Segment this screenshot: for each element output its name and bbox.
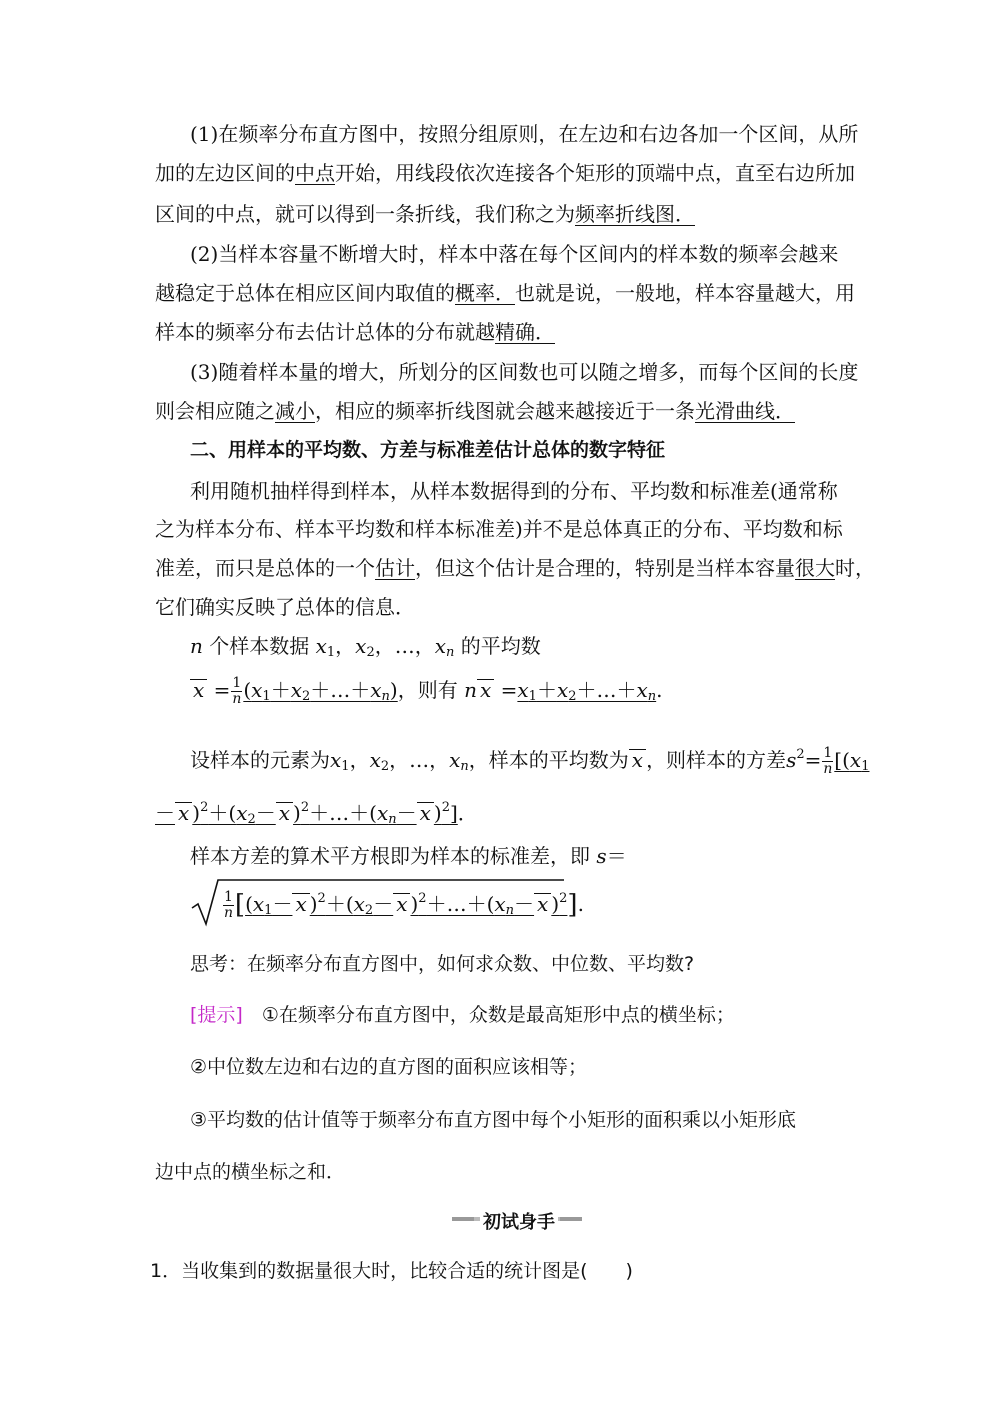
hint-label: [提示] [190,1004,243,1026]
hint-line1: [提示] ①在频率分布直方图中，众数是最高矩形中点的横坐标； [190,1004,735,1026]
stddev-intro: 样本方差的算术平方根即为样本的标准差，即 s＝ [190,844,627,868]
keyword-freq-polygon: 频率折线图． [575,202,695,226]
stddev-formula: $\frac{1}{n}$ [($x_1- x$ )$^2+(x_2- x$ )$^2+\dots+(x_n- x$ )$^2$]. [190,878,570,930]
section-banner [452,1205,582,1231]
p2-line1: (2)当样本容量不断增大时，样本中落在每个区间内的样本数的频率会越来 [190,242,839,266]
mean-intro: n 个样本数据 $x_1$，$x_2$，…，$x_n$ 的平均数 [190,634,541,660]
p4-line4: 它们确实反映了总体的信息． [155,595,415,619]
keyword-smooth-curve: 光滑曲线． [695,399,795,423]
p1-line3: 区间的中点，就可以得到一条折线，我们称之为频率折线图． [155,202,695,226]
keyword-midpoint: 中点 [295,161,335,185]
p1-line2: 加的左边区间的中点开始，用线段依次连接各个矩形的顶端中点，直至右边所加 [155,161,855,185]
section-heading: 二、用样本的平均数、方差与标准差估计总体的数字特征 [190,439,666,461]
question-1: 1．当收集到的数据量很大时，比较合适的统计图是( ) [150,1260,633,1282]
banner-bar-right [560,1217,582,1221]
keyword-accurate: 精确． [495,320,555,344]
p4-line1: 利用随机抽样得到样本，从样本数据得到的分布、平均数和标准差(通常称 [190,479,838,503]
variance-intro: 设样本的元素为$x_1$，$x_2$，…，$x_n$，样本的平均数为 x ，则样本的方差$s^2=$ $\frac{1}{n}$ [($x_1$ [190,745,870,777]
keyword-decrease: 减小 [275,399,315,423]
banner-title: 初试身手 [480,1208,558,1234]
p3-line2: 则会相应随之减小，相应的频率折线图就会越来越接近于一条光滑曲线． [155,399,795,423]
keyword-very-large: 很大 [795,556,835,580]
keyword-estimate: 估计 [375,556,415,580]
p3-line1: (3)随着样本量的增大，所划分的区间数也可以随之增多，而每个区间的长度 [190,360,859,384]
keyword-probability: 概率． [455,281,515,305]
hint-line3: ③平均数的估计值等于频率分布直方图中每个小矩形的面积乘以小矩形底 [190,1109,797,1131]
p4-line3: 准差，而只是总体的一个估计，但这个估计是合理的，特别是当样本容量很大时， [155,556,875,580]
mean-formula: x = $\frac{1}{n}$ $(x_1+x_2+\dots+x_n)$，则有 n $x =x_1+x_2+\dots+x_n$. [190,676,663,707]
p1-line1: (1)在频率分布直方图中，按照分组原则，在左边和右边各加一个区间，从所 [190,122,859,146]
p2-line3: 样本的频率分布去估计总体的分布就越精确． [155,320,555,344]
hint-line4: 边中点的横坐标之和． [155,1161,346,1183]
p2-line2: 越稳定于总体在相应区间内取值的概率．也就是说，一般地，样本容量越大，用 [155,281,855,305]
think-question: 思考：在频率分布直方图中，如何求众数、中位数、平均数? [190,953,695,975]
variance-formula-cont: － x )$^2+(x_2- x$ )$^2+\dots+(x_n- x$ )$^2$]． [155,800,478,827]
p4-line2: 之为样本分布、样本平均数和样本标准差)并不是总体真正的分布、平均数和标 [155,517,843,541]
hint-line2: ②中位数左边和右边的直方图的面积应该相等； [190,1056,588,1078]
banner-bar-left [452,1217,474,1221]
